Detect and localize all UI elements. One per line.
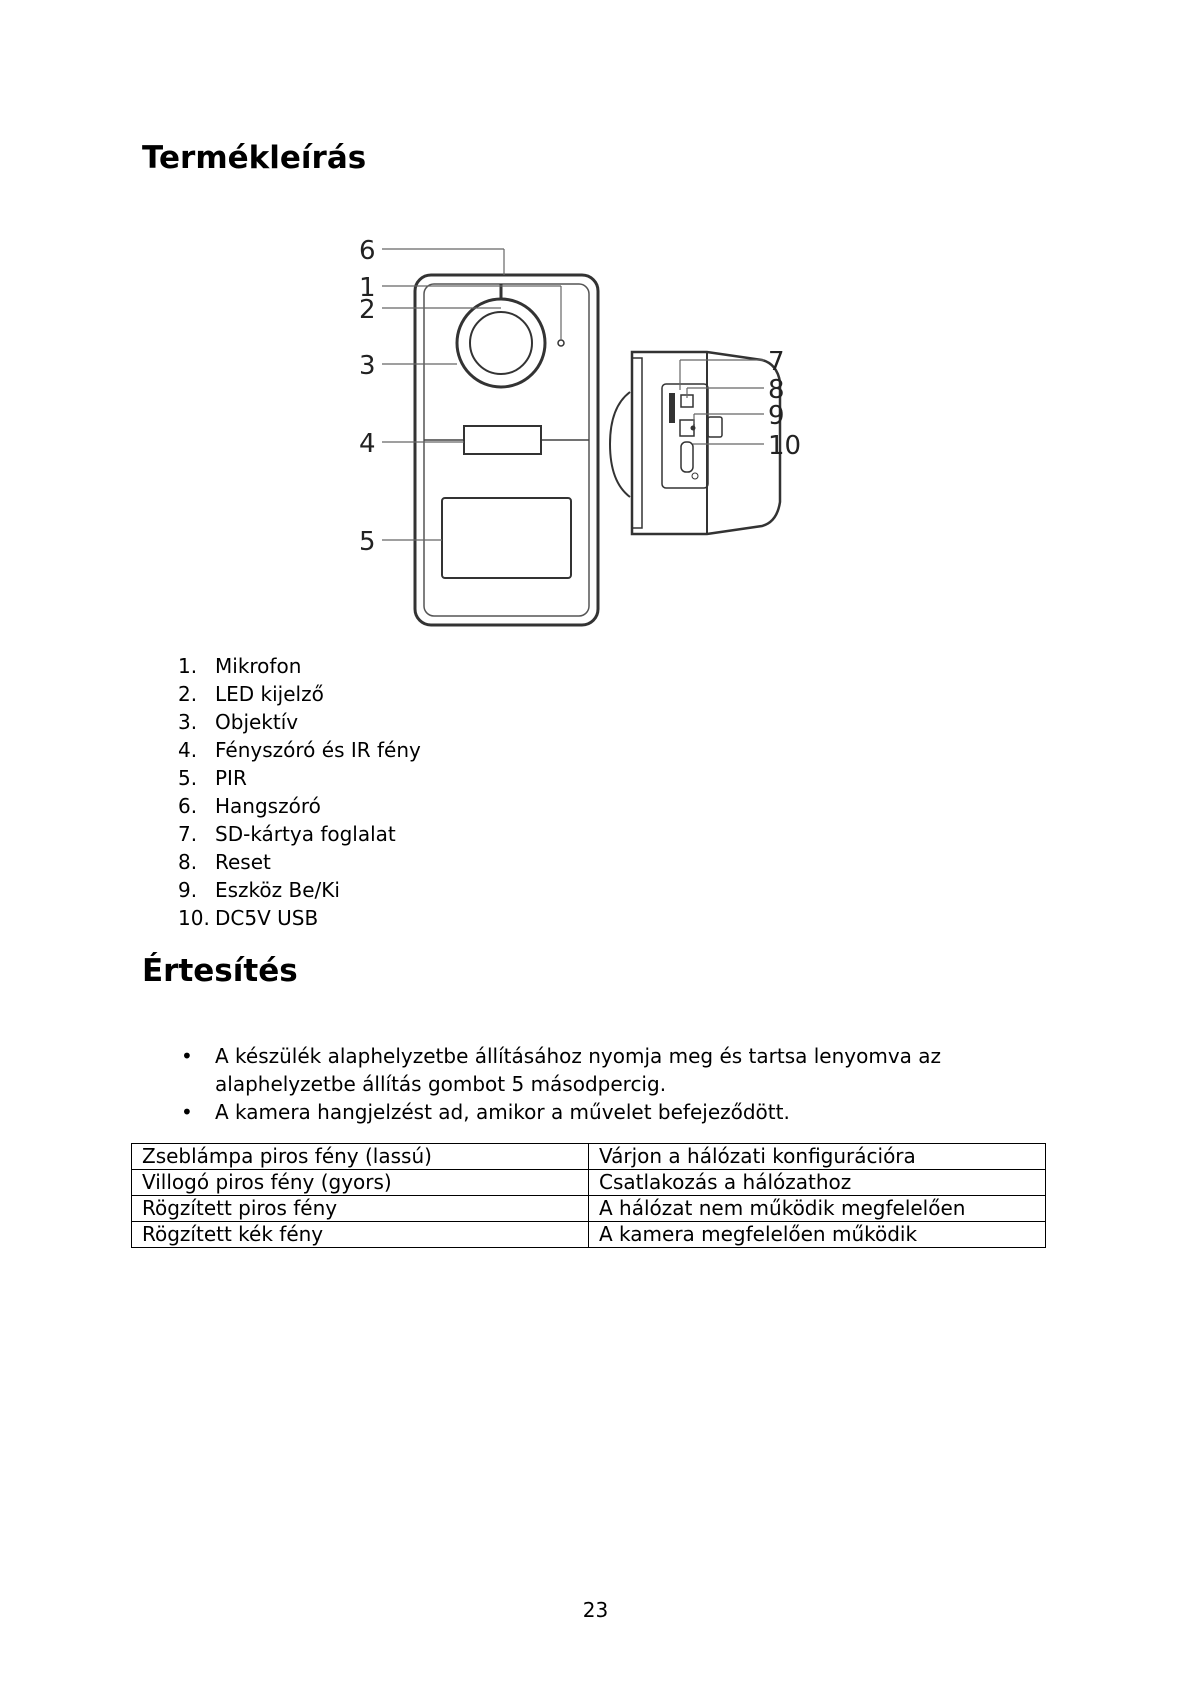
side-lens [610, 392, 630, 497]
table-cell-meaning: A kamera megfelelően működik [589, 1222, 1046, 1248]
table-cell-meaning: Várjon a hálózati konfigurációra [589, 1144, 1046, 1170]
list-item: 7. SD-kártya foglalat [178, 822, 396, 846]
list-item: 4. Fényszóró és IR fény [178, 738, 421, 762]
table-cell-light: Villogó piros fény (gyors) [132, 1170, 589, 1196]
spotlight-ir [464, 426, 541, 454]
list-item: • A kamera hangjelzést ad, amikor a művelet befejeződött. [181, 1100, 790, 1124]
table-cell-meaning: Csatlakozás a hálózathoz [589, 1170, 1046, 1196]
list-item: 5. PIR [178, 766, 247, 790]
table-row [132, 1196, 1046, 1222]
callout-5: 5 [359, 527, 376, 557]
led-status-table [131, 1143, 1046, 1248]
table-cell-meaning: A hálózat nem működik megfelelően [589, 1196, 1046, 1222]
callout-3: 3 [359, 351, 376, 381]
pir-sensor [442, 498, 571, 578]
list-item: 10. DC5V USB [178, 906, 319, 930]
table-row [132, 1170, 1046, 1196]
list-item: 8. Reset [178, 850, 271, 874]
page-number: 23 [582, 1598, 609, 1622]
table-cell-light: Rögzített piros fény [132, 1196, 589, 1222]
device-diagram [352, 232, 862, 632]
bullet-icon: • [181, 1044, 193, 1068]
list-item: 6. Hangszóró [178, 794, 321, 818]
callout-6: 6 [359, 236, 376, 266]
table-cell-light: Zseblámpa piros fény (lassú) [132, 1144, 589, 1170]
notice-list [178, 1042, 978, 1126]
side-clip [708, 417, 722, 437]
side-mount [632, 358, 642, 528]
callout-8: 8 [768, 375, 785, 405]
callout-2: 2 [359, 295, 376, 325]
callout-7: 7 [768, 347, 785, 377]
parts-list [178, 652, 421, 932]
callout-4: 4 [359, 429, 376, 459]
section-title-product: Termékleírás [142, 140, 367, 176]
sd-card-slot [669, 393, 675, 423]
usb-port [681, 442, 693, 472]
list-item: • A készülék alaphelyzetbe állításához nyomja meg és tartsa lenyomva az alaphelyzetbe állítás gombot 5 másodpercig. [181, 1044, 942, 1096]
lens-inner [470, 312, 532, 374]
table-row [132, 1144, 1046, 1170]
bullet-icon: • [181, 1100, 193, 1124]
table-row [132, 1222, 1046, 1248]
callout-9: 9 [768, 401, 785, 431]
table-cell-light: Rögzített kék fény [132, 1222, 589, 1248]
list-item: 9. Eszköz Be/Ki [178, 878, 340, 902]
callout-10: 10 [768, 431, 802, 461]
callout-1: 1 [359, 273, 376, 303]
section-title-notice: Értesítés [142, 953, 298, 989]
list-item: 2. LED kijelző [178, 682, 324, 706]
microphone-hole [558, 340, 564, 346]
list-item: 1. Mikrofon [178, 654, 302, 678]
list-item: 3. Objektív [178, 710, 299, 734]
